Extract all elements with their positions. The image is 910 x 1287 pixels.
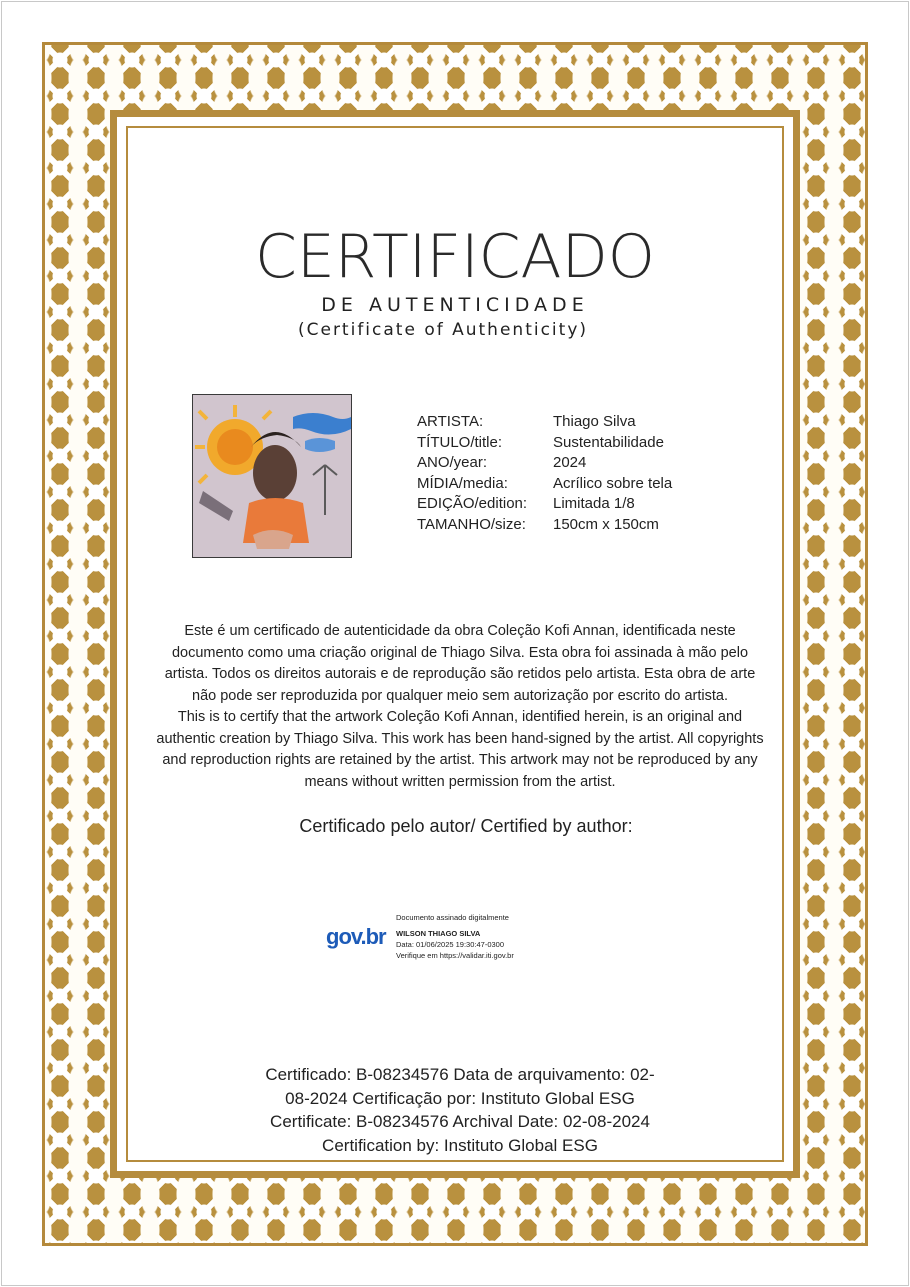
detail-value: Sustentabilidade [553, 433, 664, 451]
signature-details [396, 912, 514, 961]
signature-date: Data: 01/06/2025 19:30:47-0300 [396, 940, 505, 949]
signature-verify-link[interactable]: Verifique em https://validar.iti.gov.br [396, 951, 514, 960]
digital-signature-stamp [322, 906, 580, 966]
certificate-title: CERTIFICADO [254, 222, 656, 292]
detail-row-title [417, 433, 672, 454]
signer-name: WILSON THIAGO SILVA [396, 929, 481, 938]
artwork-details [417, 412, 672, 536]
detail-label: TAMANHO/size: [417, 515, 526, 533]
certificate-subtitle-english: (Certificate of Authenticity) [297, 320, 589, 340]
detail-row-edition [417, 494, 672, 515]
detail-row-media [417, 474, 672, 495]
detail-value: Acrílico sobre tela [553, 474, 673, 492]
detail-value: 2024 [553, 454, 587, 472]
artwork-painting [193, 395, 352, 558]
detail-row-size [417, 515, 672, 536]
statement-english: This is to certify that the artwork Coleção Kofi Annan, identified herein, is an original and authentic creation by Thiago Silva. This work has been hand-signed by the artist. All copyrights and reproduction rights are retained by the artist. This artwork may not be reproduced by any means without written permission from the artist. [156, 709, 764, 790]
certificate-footer [255, 1063, 665, 1157]
govbr-logo: gov.br [326, 924, 386, 949]
detail-label: TÍTULO/title: [417, 433, 503, 451]
artwork-image [192, 394, 352, 558]
footer-portuguese: Certificado: B-08234576 Data de arquivamento: 02-08-2024 Certificação por: Instituto Global ESG [265, 1065, 655, 1108]
detail-row-artist [417, 412, 672, 433]
footer-english: Certificate: B-08234576 Archival Date: 02-08-2024 Certification by: Instituto Global ESG [270, 1112, 650, 1155]
certificate-statement [155, 621, 765, 793]
detail-row-year [417, 453, 672, 474]
certificate-subtitle: DE AUTENTICIDADE [321, 294, 589, 316]
detail-label: ARTISTA: [417, 413, 484, 430]
statement-portuguese: Este é um certificado de autenticidade da obra Coleção Kofi Annan, identificada neste documento como uma criação original de Thiago Silva. Esta obra foi assinada à mão pelo artista. Todos os direitos autorais e de reprodução são retidos pelo artista. Esta obra de arte não pode ser reproduzida por qualquer meio sem autorização por escrito do artista. [164, 623, 756, 704]
detail-value: Thiago Silva [553, 413, 636, 430]
detail-label: ANO/year: [417, 454, 488, 472]
detail-value: Limitada 1/8 [553, 495, 635, 513]
detail-label: MÍDIA/media: [417, 474, 508, 492]
signature-heading: Documento assinado digitalmente [396, 913, 509, 922]
detail-label: EDIÇÃO/edition: [417, 495, 528, 513]
detail-value: 150cm x 150cm [553, 515, 659, 533]
certified-by-label: Certificado pelo autor/ Certified by author: [299, 816, 633, 836]
